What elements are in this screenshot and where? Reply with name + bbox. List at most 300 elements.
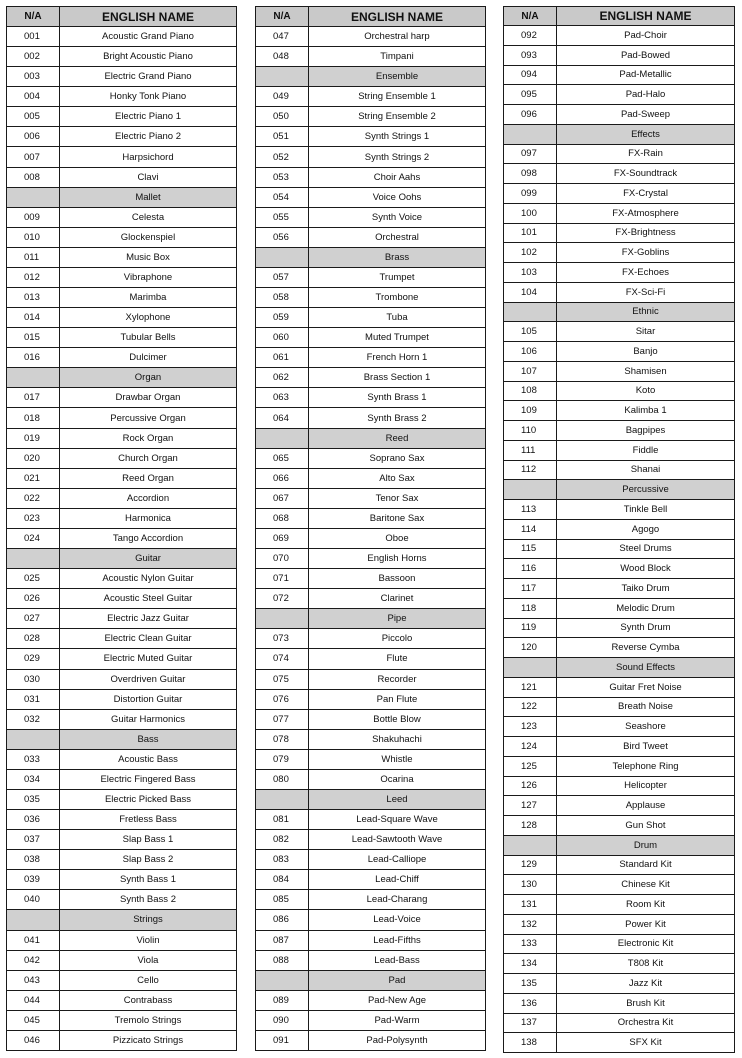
table-row [7,428,237,448]
instrument-name: Rock Organ [60,428,237,448]
instrument-name: Acoustic Steel Guitar [60,589,237,609]
instrument-name: Accordion [60,488,237,508]
program-number: 108 [504,381,557,401]
instrument-name: FX-Crystal [557,184,735,204]
program-number: 037 [7,830,60,850]
table-row [7,669,237,689]
program-number: 034 [7,769,60,789]
category-empty-cell [504,480,557,500]
table-row [504,342,735,362]
program-number: 001 [7,27,60,47]
table-row [7,950,237,970]
instrument-name: Brush Kit [557,993,735,1013]
program-number: 016 [7,348,60,368]
program-number: 076 [256,689,309,709]
table-row [256,87,486,107]
program-number: 125 [504,756,557,776]
instrument-name: Clavi [60,167,237,187]
category-label: Organ [60,368,237,388]
instrument-name: Breath Noise [557,697,735,717]
table-row [256,328,486,348]
program-number: 093 [504,45,557,65]
table-row [7,569,237,589]
program-number: 114 [504,519,557,539]
instrument-name: Pad-Polysynth [309,1030,486,1050]
program-number: 036 [7,810,60,830]
table-row [7,970,237,990]
table-row [504,974,735,994]
table-row [504,895,735,915]
program-number: 010 [7,227,60,247]
instrument-name: Violin [60,930,237,950]
instrument-name: Clarinet [309,589,486,609]
instrument-name: Orchestral [309,227,486,247]
program-number: 012 [7,267,60,287]
program-number: 083 [256,850,309,870]
category-row [7,368,237,388]
table-row [504,677,735,697]
program-number: 066 [256,468,309,488]
program-number: 039 [7,870,60,890]
program-number: 004 [7,87,60,107]
table-row [504,1013,735,1033]
program-number: 033 [7,749,60,769]
program-number: 014 [7,308,60,328]
table-row [256,167,486,187]
table-row [504,203,735,223]
table-header-row [504,7,735,26]
program-number: 123 [504,717,557,737]
table-row [7,127,237,147]
table-row [256,388,486,408]
program-number: 080 [256,769,309,789]
program-number: 003 [7,67,60,87]
table-row [256,669,486,689]
instrument-name: Synth Strings 2 [309,147,486,167]
category-row [256,67,486,87]
program-number: 102 [504,243,557,263]
instrument-name: Tango Accordion [60,528,237,548]
program-number: 084 [256,870,309,890]
instrument-name: Celesta [60,207,237,227]
table-row [7,629,237,649]
name-column-header: ENGLISH NAME [60,7,237,27]
instrument-name: Lead-Calliope [309,850,486,870]
program-number: 046 [7,1030,60,1050]
instrument-name: Lead-Chiff [309,870,486,890]
number-column-header: N/A [504,7,557,26]
instrument-name: Muted Trumpet [309,328,486,348]
program-number: 069 [256,528,309,548]
program-number: 042 [7,950,60,970]
instrument-name: Lead-Sawtooth Wave [309,830,486,850]
table-row [7,990,237,1010]
instrument-name: Marimba [60,288,237,308]
instrument-name: Pad-Warm [309,1010,486,1030]
table-row [256,709,486,729]
table-row [7,850,237,870]
table-row [504,914,735,934]
table-row [256,528,486,548]
category-row [7,729,237,749]
instrument-name: SFX Kit [557,1033,735,1053]
instrument-name: Synth Voice [309,207,486,227]
instrument-name: Guitar Fret Noise [557,677,735,697]
instrument-name: Seashore [557,717,735,737]
program-number: 068 [256,508,309,528]
instrument-name: Contrabass [60,990,237,1010]
program-number: 109 [504,401,557,421]
program-number: 110 [504,421,557,441]
instrument-name: Harmonica [60,508,237,528]
table-row [7,27,237,47]
instrument-name: Electric Muted Guitar [60,649,237,669]
program-number: 029 [7,649,60,669]
category-row [256,609,486,629]
program-number: 051 [256,127,309,147]
program-number: 094 [504,65,557,85]
table-row [256,508,486,528]
program-number: 082 [256,830,309,850]
table-row [7,1010,237,1030]
instrument-name: Taiko Drum [557,579,735,599]
category-label: Guitar [60,549,237,569]
table-row [256,348,486,368]
instrument-name: Synth Brass 1 [309,388,486,408]
table-row [256,47,486,67]
program-number: 086 [256,910,309,930]
table-row [7,749,237,769]
table-row [504,164,735,184]
instrument-name: Reverse Cymba [557,638,735,658]
instrument-name: Jazz Kit [557,974,735,994]
table-row [256,27,486,47]
instrument-name: Synth Bass 2 [60,890,237,910]
table-row [256,107,486,127]
category-label: Reed [309,428,486,448]
table-row [504,756,735,776]
category-row [256,247,486,267]
program-number: 120 [504,638,557,658]
program-number: 112 [504,460,557,480]
table-row [504,361,735,381]
instrument-name: Alto Sax [309,468,486,488]
table-row [504,65,735,85]
program-number: 028 [7,629,60,649]
table-row [7,207,237,227]
table-row [256,629,486,649]
instrument-name: Acoustic Nylon Guitar [60,569,237,589]
table-row [504,223,735,243]
program-number: 031 [7,689,60,709]
instrument-name: Pizzicato Strings [60,1030,237,1050]
table-row [504,144,735,164]
instrument-name: Choir Aahs [309,167,486,187]
program-number: 106 [504,342,557,362]
instrument-name: Cello [60,970,237,990]
table-row [504,45,735,65]
category-row [504,124,735,144]
program-number: 138 [504,1033,557,1053]
instrument-name: Bagpipes [557,421,735,441]
instrument-name: Tinkle Bell [557,500,735,520]
instrument-name: Whistle [309,749,486,769]
category-row [256,970,486,990]
number-column-header: N/A [256,7,309,27]
instrument-name: Bottle Blow [309,709,486,729]
instrument-name: FX-Sci-Fi [557,282,735,302]
program-number: 124 [504,737,557,757]
instrument-name: Reed Organ [60,468,237,488]
instrument-name: French Horn 1 [309,348,486,368]
category-row [504,302,735,322]
instrument-name: Music Box [60,247,237,267]
program-number: 122 [504,697,557,717]
program-number: 023 [7,508,60,528]
instrument-table [255,6,486,1051]
instrument-name: Timpani [309,47,486,67]
table-row [7,247,237,267]
program-number: 100 [504,203,557,223]
table-row [7,468,237,488]
table-row [256,689,486,709]
program-number: 005 [7,107,60,127]
instrument-name: Percussive Organ [60,408,237,428]
program-number: 097 [504,144,557,164]
program-number: 030 [7,669,60,689]
instrument-name: FX-Soundtrack [557,164,735,184]
table-row [504,1033,735,1053]
category-row [504,480,735,500]
program-number: 079 [256,749,309,769]
program-number: 041 [7,930,60,950]
table-row [256,187,486,207]
table-row [7,689,237,709]
table-row [7,609,237,629]
table-row [7,589,237,609]
program-number: 009 [7,207,60,227]
instrument-name: Wood Block [557,559,735,579]
program-number: 048 [256,47,309,67]
number-column-header: N/A [7,7,60,27]
table-row [504,401,735,421]
program-number: 088 [256,950,309,970]
table-row [7,488,237,508]
instrument-name: Brass Section 1 [309,368,486,388]
program-number: 121 [504,677,557,697]
table-row [256,448,486,468]
program-number: 103 [504,263,557,283]
program-number: 072 [256,589,309,609]
instrument-name: Drawbar Organ [60,388,237,408]
program-number: 020 [7,448,60,468]
category-label: Effects [557,124,735,144]
instrument-name: Synth Bass 1 [60,870,237,890]
instrument-name: Church Organ [60,448,237,468]
instrument-name: Lead-Voice [309,910,486,930]
program-number: 096 [504,105,557,125]
table-row [504,184,735,204]
table-row [256,890,486,910]
instrument-name: Synth Drum [557,618,735,638]
instrument-name: Pad-New Age [309,990,486,1010]
table-row [504,500,735,520]
program-number: 101 [504,223,557,243]
program-number: 045 [7,1010,60,1030]
table-row [504,579,735,599]
instrument-name: Overdriven Guitar [60,669,237,689]
instrument-name: Helicopter [557,776,735,796]
category-empty-cell [256,67,309,87]
program-number: 032 [7,709,60,729]
program-number: 064 [256,408,309,428]
program-number: 057 [256,267,309,287]
instrument-name: Lead-Bass [309,950,486,970]
category-row [256,428,486,448]
instrument-table-column-3 [503,6,735,1053]
program-number: 015 [7,328,60,348]
table-row [504,263,735,283]
table-row [7,789,237,809]
instrument-name: Electronic Kit [557,934,735,954]
program-number: 113 [504,500,557,520]
category-empty-cell [7,368,60,388]
instrument-name: Harpsichord [60,147,237,167]
table-row [504,440,735,460]
table-row [504,519,735,539]
instrument-name: Shanai [557,460,735,480]
table-row [256,147,486,167]
category-empty-cell [7,549,60,569]
name-column-header: ENGLISH NAME [309,7,486,27]
table-row [7,890,237,910]
program-number: 078 [256,729,309,749]
table-header-row [7,7,237,27]
category-empty-cell [504,658,557,678]
category-row [7,549,237,569]
instrument-table-column-2 [255,6,486,1051]
program-number: 018 [7,408,60,428]
program-number: 044 [7,990,60,1010]
table-row [504,381,735,401]
table-row [504,934,735,954]
table-row [504,460,735,480]
table-row [7,408,237,428]
table-row [504,717,735,737]
program-number: 135 [504,974,557,994]
instrument-table [6,6,237,1051]
table-row [256,207,486,227]
instrument-name: Vibraphone [60,267,237,287]
table-row [256,227,486,247]
table-row [256,267,486,287]
instrument-name: Flute [309,649,486,669]
program-number: 040 [7,890,60,910]
program-number: 007 [7,147,60,167]
program-number: 081 [256,810,309,830]
table-row [504,243,735,263]
instrument-table [503,6,735,1053]
instrument-name: Electric Piano 2 [60,127,237,147]
instrument-name: Gun Shot [557,816,735,836]
program-number: 043 [7,970,60,990]
instrument-name: Slap Bass 1 [60,830,237,850]
program-number: 077 [256,709,309,729]
instrument-name: Pad-Metallic [557,65,735,85]
table-row [256,729,486,749]
table-row [504,105,735,125]
instrument-name: Tubular Bells [60,328,237,348]
instrument-name: Agogo [557,519,735,539]
instrument-name: Bright Acoustic Piano [60,47,237,67]
table-row [504,954,735,974]
category-empty-cell [256,428,309,448]
instrument-name: Fretless Bass [60,810,237,830]
instrument-name: Glockenspiel [60,227,237,247]
instrument-name: Slap Bass 2 [60,850,237,870]
instrument-name: Lead-Fifths [309,930,486,950]
instrument-name: Synth Brass 2 [309,408,486,428]
instrument-name: Telephone Ring [557,756,735,776]
table-row [7,107,237,127]
table-row [7,227,237,247]
instrument-name: Tenor Sax [309,488,486,508]
instrument-name: FX-Echoes [557,263,735,283]
table-row [7,1030,237,1050]
table-row [256,408,486,428]
category-label: Ethnic [557,302,735,322]
program-number: 026 [7,589,60,609]
instrument-name: Sitar [557,322,735,342]
table-row [7,870,237,890]
table-row [504,776,735,796]
instrument-name: Tremolo Strings [60,1010,237,1030]
table-row [256,1010,486,1030]
category-row [7,187,237,207]
category-row [504,835,735,855]
table-row [7,388,237,408]
table-row [504,855,735,875]
table-row [256,950,486,970]
program-number: 098 [504,164,557,184]
instrument-name: T808 Kit [557,954,735,974]
program-number: 059 [256,308,309,328]
instrument-name: Pad-Choir [557,26,735,46]
instrument-name: Melodic Drum [557,598,735,618]
category-empty-cell [256,609,309,629]
program-number: 118 [504,598,557,618]
program-number: 035 [7,789,60,809]
table-row [256,127,486,147]
program-number: 065 [256,448,309,468]
table-row [7,328,237,348]
program-number: 061 [256,348,309,368]
category-empty-cell [504,302,557,322]
instrument-name: Shamisen [557,361,735,381]
instrument-name: Orchestra Kit [557,1013,735,1033]
category-label: Ensemble [309,67,486,87]
program-number: 111 [504,440,557,460]
instrument-name: Electric Picked Bass [60,789,237,809]
table-row [256,850,486,870]
instrument-name: Acoustic Bass [60,749,237,769]
category-row [256,789,486,809]
instrument-name: Ocarina [309,769,486,789]
instrument-name: Applause [557,796,735,816]
instrument-name: Tuba [309,308,486,328]
program-number: 038 [7,850,60,870]
instrument-name: FX-Atmosphere [557,203,735,223]
